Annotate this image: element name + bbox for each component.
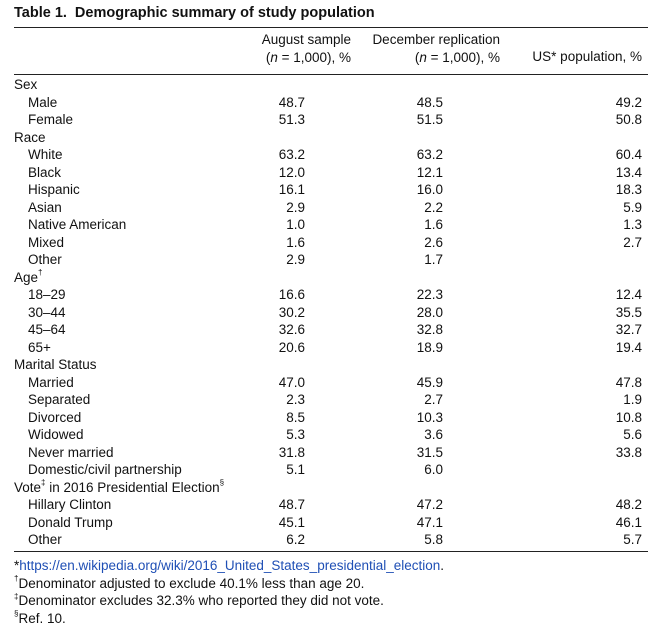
cell-december: 18.9 <box>416 339 443 355</box>
cell-august: 6.2 <box>286 532 305 547</box>
row-label: Male <box>28 94 58 110</box>
cell-august: 63.2 <box>278 147 305 162</box>
footnote-link[interactable]: https://en.wikipedia.org/wiki/2016_United_States_presidential_election <box>19 558 441 573</box>
cell-us: 60.4 <box>615 147 642 162</box>
cell-december: 31.5 <box>416 444 443 460</box>
cell-december: 63.2 <box>416 147 443 162</box>
footnotes <box>14 557 444 627</box>
row-label: Other <box>28 252 62 267</box>
cell-august: 47.0 <box>278 374 305 390</box>
column-header-august-line1: August sample <box>261 32 351 47</box>
table-body <box>14 76 648 549</box>
cell-december: 10.3 <box>416 409 443 425</box>
column-header-december <box>360 31 500 66</box>
section-header <box>14 479 648 497</box>
footnote-double-dagger: ‡Denominator excludes 32.3% who reported they did not vote. <box>14 591 384 608</box>
table-row <box>14 444 648 462</box>
table-row <box>14 146 648 164</box>
cell-us: 50.8 <box>615 112 642 127</box>
row-label: Mixed <box>28 234 65 250</box>
cell-us: 33.8 <box>615 444 642 460</box>
cell-us: 18.3 <box>615 182 642 197</box>
row-label: Never married <box>28 444 114 460</box>
cell-august: 1.0 <box>286 217 305 232</box>
row-label: Asian <box>28 199 62 215</box>
cell-us: 13.4 <box>615 164 642 180</box>
cell-december: 16.0 <box>416 182 443 197</box>
table-row <box>14 514 648 532</box>
footnote-star: *https://en.wikipedia.org/wiki/2016_United_States_presidential_election. <box>14 558 445 573</box>
cell-august: 16.6 <box>278 287 305 302</box>
cell-august: 2.3 <box>286 392 305 407</box>
table-row <box>14 531 648 549</box>
cell-december: 28.0 <box>416 304 443 320</box>
cell-august: 5.3 <box>286 427 305 442</box>
section-title: Age† <box>14 268 43 285</box>
cell-december: 48.5 <box>416 94 443 110</box>
row-label: Divorced <box>28 409 82 425</box>
table-caption <box>14 5 375 21</box>
cell-august: 32.6 <box>278 322 305 337</box>
cell-december: 2.7 <box>424 392 443 407</box>
cell-december: 3.6 <box>424 427 443 442</box>
cell-august: 8.5 <box>286 409 305 425</box>
column-header-us: US* population, % <box>532 49 642 64</box>
row-label: 45–64 <box>28 322 66 337</box>
cell-us: 1.3 <box>623 217 642 232</box>
cell-december: 1.6 <box>424 217 443 232</box>
cell-us: 10.8 <box>615 409 642 425</box>
footnote-section: §Ref. 10. <box>14 609 66 626</box>
footnote-dagger: †Denominator adjusted to exclude 40.1% less than age 20. <box>14 574 365 591</box>
cell-us: 47.8 <box>615 374 642 390</box>
cell-us: 1.9 <box>623 392 642 407</box>
table-title: Demographic summary of study population <box>74 5 375 21</box>
cell-august: 48.7 <box>278 497 305 512</box>
cell-december: 47.1 <box>416 514 443 530</box>
table-row <box>14 321 648 339</box>
cell-us: 19.4 <box>615 339 642 355</box>
section-title: Marital Status <box>14 357 97 372</box>
cell-august: 30.2 <box>278 304 305 320</box>
table-row <box>14 251 648 269</box>
cell-december: 5.8 <box>424 532 443 547</box>
row-label: Native American <box>28 217 127 232</box>
cell-august: 31.8 <box>278 444 305 460</box>
cell-december: 51.5 <box>416 112 443 127</box>
cell-december: 45.9 <box>416 374 443 390</box>
table-row <box>14 496 648 514</box>
cell-august: 12.0 <box>278 164 305 180</box>
table-row <box>14 409 648 427</box>
row-label: Hillary Clinton <box>28 497 112 512</box>
column-header-august <box>241 31 351 66</box>
row-label: Widowed <box>28 427 84 442</box>
top-rule <box>14 27 648 28</box>
table-row <box>14 426 648 444</box>
cell-december: 22.3 <box>416 287 443 302</box>
row-label: 30–44 <box>28 304 66 320</box>
table-row <box>14 339 648 357</box>
table-number: Table 1. <box>14 5 67 21</box>
row-label: Other <box>28 532 62 547</box>
cell-august: 5.1 <box>286 462 305 477</box>
table-row <box>14 391 648 409</box>
row-label: 65+ <box>28 339 51 355</box>
section-header <box>14 269 648 287</box>
table-row <box>14 234 648 252</box>
row-label: Separated <box>28 392 91 407</box>
cell-us: 5.7 <box>623 532 642 547</box>
row-label: Married <box>28 374 74 390</box>
table-row <box>14 181 648 199</box>
cell-us: 49.2 <box>615 94 642 110</box>
cell-august: 48.7 <box>278 94 305 110</box>
cell-december: 47.2 <box>416 497 443 512</box>
cell-us: 12.4 <box>615 287 642 302</box>
cell-december: 32.8 <box>416 322 443 337</box>
cell-us: 35.5 <box>615 304 642 320</box>
column-header-december-line1: December replication <box>372 32 500 47</box>
section-title: Vote‡ in 2016 Presidential Election§ <box>14 478 225 495</box>
section-header <box>14 129 648 147</box>
table-row <box>14 374 648 392</box>
cell-us: 46.1 <box>615 514 642 530</box>
cell-december: 2.2 <box>424 199 443 215</box>
row-label: Donald Trump <box>28 514 113 530</box>
table-row <box>14 94 648 112</box>
cell-december: 2.6 <box>424 234 443 250</box>
row-label: 18–29 <box>28 287 66 302</box>
bottom-rule <box>14 551 648 552</box>
cell-august: 1.6 <box>286 234 305 250</box>
table-row <box>14 164 648 182</box>
header-rule <box>14 74 648 75</box>
row-label: Hispanic <box>28 182 80 197</box>
cell-august: 16.1 <box>278 182 305 197</box>
cell-us: 2.7 <box>623 234 642 250</box>
column-header-august-n: (n = 1,000), % <box>265 49 351 65</box>
cell-august: 2.9 <box>286 252 305 267</box>
column-header-december-n: (n = 1,000), % <box>414 49 500 65</box>
cell-december: 12.1 <box>416 164 443 180</box>
row-label: Black <box>28 164 62 180</box>
table-row <box>14 461 648 479</box>
section-title: Race <box>14 129 46 145</box>
section-header <box>14 76 648 94</box>
table-row <box>14 216 648 234</box>
section-header <box>14 356 648 374</box>
table-row <box>14 111 648 129</box>
cell-december: 1.7 <box>424 252 443 267</box>
cell-august: 45.1 <box>278 514 305 530</box>
table-row <box>14 286 648 304</box>
cell-august: 51.3 <box>278 112 305 127</box>
cell-august: 20.6 <box>278 339 305 355</box>
cell-us: 5.9 <box>623 199 642 215</box>
cell-us: 5.6 <box>623 427 642 442</box>
cell-december: 6.0 <box>424 462 443 477</box>
section-title: Sex <box>14 77 38 92</box>
cell-us: 32.7 <box>615 322 642 337</box>
cell-august: 2.9 <box>286 199 305 215</box>
row-label: White <box>28 147 63 162</box>
table-row <box>14 304 648 322</box>
table-row <box>14 199 648 217</box>
row-label: Domestic/civil partnership <box>28 462 182 477</box>
cell-us: 48.2 <box>615 497 642 512</box>
row-label: Female <box>28 112 74 127</box>
